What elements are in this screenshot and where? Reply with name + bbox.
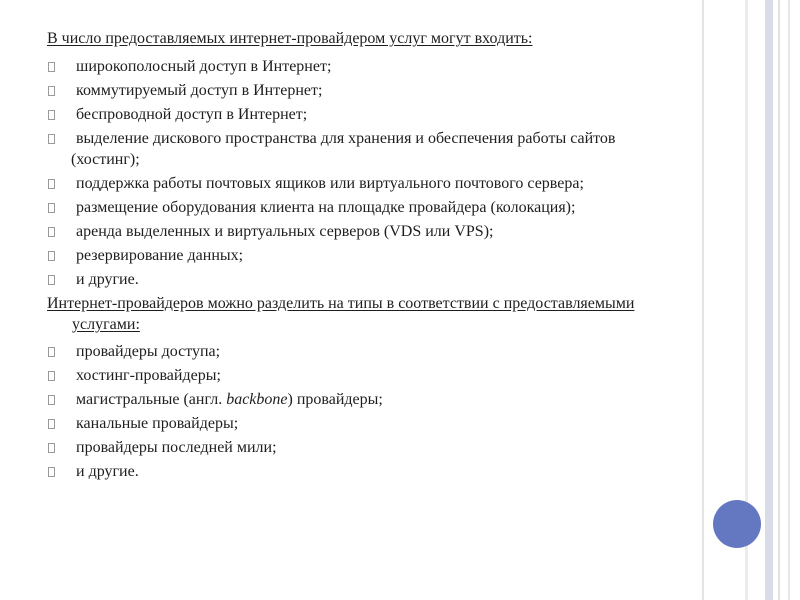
list-item-text: коммутируемый доступ в Интернет;	[76, 82, 323, 99]
bullet-square-icon	[48, 275, 55, 285]
list-item-text-italic: backbone	[226, 391, 288, 408]
provider-types-list	[47, 341, 747, 482]
list-item-text: беспроводной доступ в Интернет;	[76, 106, 308, 123]
list-item	[47, 437, 747, 458]
bullet-square-icon	[48, 419, 55, 429]
list-item	[47, 245, 747, 266]
list-item-text-line1: выделение дискового пространства для хранения и обеспечения работы сайтов	[76, 130, 616, 147]
section-heading-text-line2: услугами:	[72, 316, 140, 333]
list-item-text: широкополосный доступ в Интернет;	[76, 58, 332, 75]
list-item	[47, 173, 747, 194]
bullet-square-icon	[48, 62, 55, 72]
decorative-border-line	[778, 0, 780, 600]
decorative-border-line	[788, 0, 790, 600]
list-item	[47, 269, 747, 290]
list-item	[47, 56, 747, 77]
section-heading-text: В число предоставляемых интернет-провайдером услуг могут входить:	[47, 30, 533, 47]
list-item	[47, 365, 747, 386]
list-item-text-line2: (хостинг);	[71, 151, 140, 168]
section-heading-text: Интернет-провайдеров можно разделить на типы в соответствии с предоставляемыми	[47, 295, 635, 312]
list-item-text	[71, 130, 747, 170]
bullet-square-icon	[48, 395, 55, 405]
bullet-square-icon	[48, 347, 55, 357]
bullet-square-icon	[48, 443, 55, 453]
list-item-text: резервирование данных;	[76, 247, 244, 264]
list-item	[47, 104, 747, 125]
list-item	[47, 221, 747, 242]
list-item	[47, 341, 747, 362]
bullet-square-icon	[48, 110, 55, 120]
list-item-text-after: ) провайдеры;	[287, 391, 383, 408]
list-item-text: канальные провайдеры;	[76, 415, 239, 432]
list-item-text	[76, 391, 383, 408]
list-item-text: аренда выделенных и виртуальных серверов (VDS или VPS);	[76, 223, 494, 240]
list-item-text: и другие.	[76, 463, 139, 480]
list-item	[47, 128, 747, 170]
bullet-square-icon	[48, 134, 55, 144]
list-item	[47, 80, 747, 101]
section-heading-services	[47, 28, 747, 49]
section-heading-provider-types	[47, 293, 747, 335]
list-item-text: провайдеры доступа;	[76, 343, 221, 360]
decorative-circle	[713, 500, 761, 548]
list-item-text: провайдеры последней мили;	[76, 439, 277, 456]
decorative-border-strip	[765, 0, 773, 600]
list-item	[47, 389, 747, 410]
list-item-text: хостинг-провайдеры;	[76, 367, 221, 384]
bullet-square-icon	[48, 203, 55, 213]
list-item-text: размещение оборудования клиента на площадке провайдера (колокация);	[76, 199, 576, 216]
list-item-text-before: магистральные (англ.	[76, 391, 227, 408]
bullet-square-icon	[48, 251, 55, 261]
bullet-square-icon	[48, 467, 55, 477]
bullet-square-icon	[48, 179, 55, 189]
bullet-square-icon	[48, 86, 55, 96]
slide-content	[47, 28, 747, 485]
bullet-square-icon	[48, 227, 55, 237]
list-item	[47, 461, 747, 482]
list-item	[47, 197, 747, 218]
list-item-text: и другие.	[76, 271, 139, 288]
list-item	[47, 413, 747, 434]
list-item-text: поддержка работы почтовых ящиков или виртуального почтового сервера;	[76, 175, 584, 192]
bullet-square-icon	[48, 371, 55, 381]
services-list	[47, 56, 747, 290]
